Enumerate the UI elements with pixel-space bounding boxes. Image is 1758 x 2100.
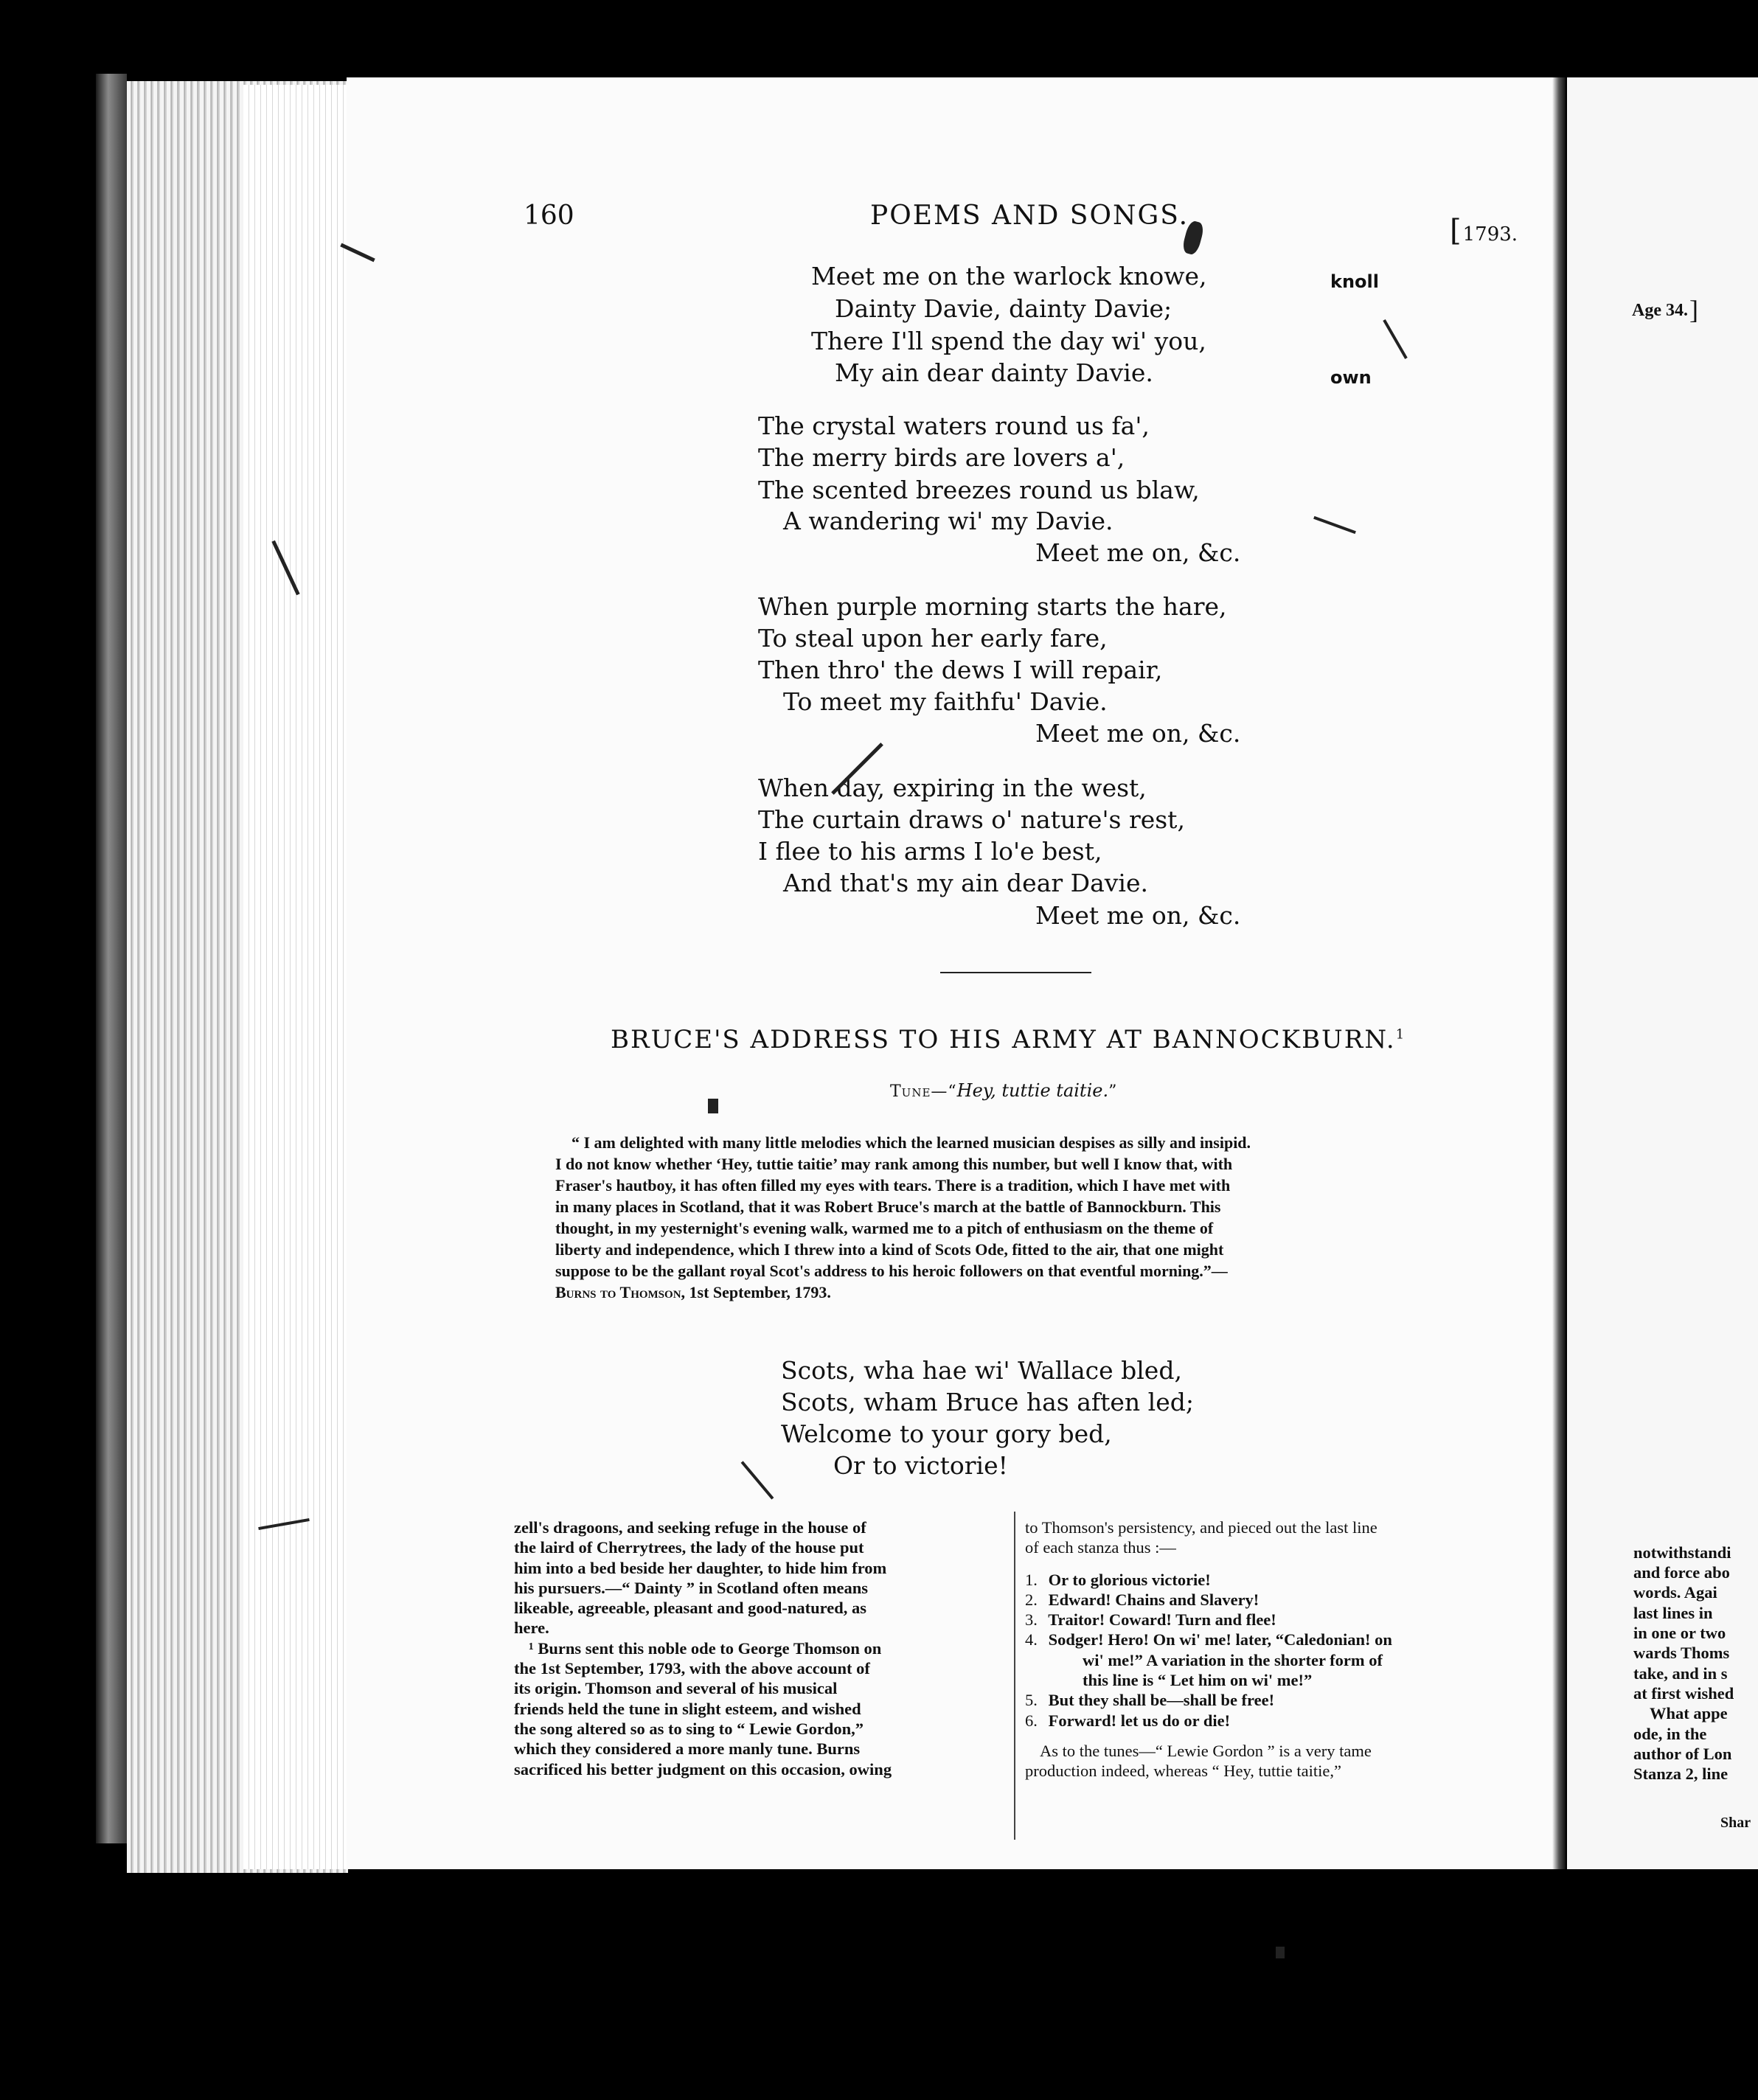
poem-line: Then thro' the dews I will repair, <box>758 656 1163 684</box>
poem-line: When day, expiring in the west, <box>758 773 1147 802</box>
footnote-line: As to the tunes—“ Lewie Gordon ” is a very tame <box>1040 1741 1372 1760</box>
quote-attribution: Burns to Thomson, 1st September, 1793. <box>555 1283 831 1301</box>
footnote-marker: 1 <box>1395 1026 1406 1043</box>
poem-refrain: Meet me on, &c. <box>1035 719 1241 748</box>
right-page-fragment: at first wished <box>1633 1684 1734 1703</box>
page-year: [ 1793. <box>1450 214 1518 248</box>
poem-line: The crystal waters round us fa', <box>758 411 1150 440</box>
verse-line: Welcome to your gory bed, <box>781 1419 1112 1448</box>
footnotes-left-column <box>514 1517 1002 1779</box>
right-page-fragment: wards Thoms <box>1633 1644 1730 1662</box>
verse-line: Or to victorie! <box>833 1451 1008 1480</box>
right-page-fragment: ode, in the <box>1633 1725 1707 1743</box>
poem-line: A wandering wi' my Davie. <box>783 507 1113 535</box>
poem-line: Dainty Davie, dainty Davie; <box>835 294 1172 323</box>
book-gutter <box>1552 77 1566 1869</box>
poem-line: The curtain draws o' nature's rest, <box>758 805 1185 834</box>
song-title: BRUCE'S ADDRESS TO HIS ARMY AT BANNOCKBURN.$^1$ <box>611 1025 1406 1054</box>
page-edges-inner <box>243 85 354 1869</box>
poem-line: My ain dear dainty Davie. <box>835 358 1153 387</box>
footnote-line: the song altered so as to sing to “ Lewie Gordon,” <box>514 1719 864 1738</box>
footnote-line: ¹ Burns sent this noble ode to George Thomson on <box>529 1638 882 1658</box>
list-item: 6. Forward! let us do or die! <box>1025 1711 1231 1730</box>
right-page-fragment: Shar <box>1720 1815 1751 1831</box>
tune-line: Tune—“Hey, tuttie taitie.” <box>890 1080 1117 1101</box>
quote-line: in many places in Scotland, that it was Robert Bruce's march at the battle of Bannockburn. This <box>555 1197 1221 1216</box>
right-page-fragment: What appe <box>1650 1704 1728 1722</box>
quote-line: thought, in my yesternight's evening walk, warmed me to a pitch of enthusiasm on the theme of <box>555 1219 1214 1237</box>
list-item: 1. Or to glorious victorie! <box>1025 1570 1211 1589</box>
right-page-fragment: take, and in s <box>1633 1664 1728 1683</box>
section-divider <box>940 972 1091 973</box>
poem-line: I flee to his arms I lo'e best, <box>758 837 1102 866</box>
footnote-line: friends held the tune in slight esteem, and wished <box>514 1699 861 1718</box>
right-page-age-header: Age 34. ] <box>1632 291 1698 322</box>
quote-line: “ I am delighted with many little melodies which the learned musician despises as silly and insipid. <box>571 1133 1251 1152</box>
footnotes-right-column <box>1025 1517 1506 1781</box>
right-page-fragment: in one or two <box>1633 1624 1726 1642</box>
footnote-line: which they considered a more manly tune. Burns <box>514 1739 861 1759</box>
poem-line: There I'll spend the day wi' you, <box>811 327 1206 355</box>
footnote-line: here. <box>514 1619 549 1638</box>
footnote-line: production indeed, whereas “ Hey, tuttie taitie,” <box>1025 1762 1342 1781</box>
list-item: 5. But they shall be—shall be free! <box>1025 1691 1275 1710</box>
quote-line: suppose to be the gallant royal Scot's address to his heroic followers on that eventful morning.”— <box>555 1262 1228 1280</box>
poem-line: Meet me on the warlock knowe, <box>811 262 1207 291</box>
right-page-fragment: author of Lon <box>1633 1745 1732 1763</box>
right-page-fragment: words. Agai <box>1633 1583 1717 1602</box>
footnote-line: zell's dragoons, and seeking refuge in the house of <box>514 1518 866 1537</box>
quote-line: Fraser's hautboy, it has often filled my eyes with tears. There is a tradition, which I have met with <box>555 1176 1231 1195</box>
quote-line: I do not know whether ‘Hey, tuttie taitie’ may rank among this number, but well I know that, with <box>555 1155 1233 1173</box>
footnote-line: to Thomson's persistency, and pieced out the last line <box>1025 1518 1377 1537</box>
gloss: knoll <box>1330 271 1379 292</box>
ink-speck <box>1276 1947 1285 1958</box>
gloss: own <box>1330 367 1372 388</box>
stanza-variant-list <box>1025 1570 1506 1731</box>
right-page <box>1567 77 1758 1869</box>
poem-line: When purple morning starts the hare, <box>758 592 1227 621</box>
ink-speck <box>708 1099 718 1113</box>
tune-name: Hey, tuttie taitie. <box>956 1080 1109 1101</box>
poem-line: To meet my faithfu' Davie. <box>783 687 1108 716</box>
footnote-line: of each stanza thus :— <box>1025 1538 1176 1557</box>
right-page-fragment: and force abo <box>1633 1563 1730 1582</box>
footnote-line: sacrificed his better judgment on this occasion, owing <box>514 1759 892 1779</box>
column-divider <box>1014 1512 1015 1840</box>
footnote-line: the laird of Cherrytrees, the lady of the house put <box>514 1538 864 1557</box>
book-spine <box>96 74 127 1843</box>
poem-line: And that's my ain dear Davie. <box>783 869 1148 897</box>
poem-line: The scented breezes round us blaw, <box>758 476 1200 504</box>
footnote-line: likeable, agreeable, pleasant and good-natured, as <box>514 1599 866 1618</box>
right-page-fragment: Stanza 2, line <box>1633 1765 1729 1783</box>
quote-line: liberty and independence, which I threw into a kind of Scots Ode, fitted to the air, that one might <box>555 1240 1224 1259</box>
running-title: POEMS AND SONGS. <box>870 201 1189 231</box>
poem-line: The merry birds are lovers a', <box>758 443 1125 472</box>
footnote-line: its origin. Thomson and several of his musical <box>514 1679 838 1698</box>
verse-line: Scots, wha hae wi' Wallace bled, <box>781 1356 1182 1385</box>
footnote-line: him into a bed beside her daughter, to hide him from <box>514 1558 887 1577</box>
page-number: 160 <box>524 201 574 231</box>
right-page-fragment: last lines in <box>1633 1604 1713 1622</box>
verse-line: Scots, wham Bruce has aften led; <box>781 1388 1194 1416</box>
list-item: 4. Sodger! Hero! On wi' me! later, “Caledonian! on wi' me!” A variation in the shorter form of this line is “ Let him on wi' me!” <box>1025 1630 1392 1690</box>
poem-refrain: Meet me on, &c. <box>1035 538 1241 567</box>
list-item: 3. Traitor! Coward! Turn and flee! <box>1025 1610 1276 1630</box>
footnote-line: the 1st September, 1793, with the above account of <box>514 1659 870 1678</box>
right-page-fragment: notwithstandi <box>1633 1543 1731 1562</box>
intro-quote <box>555 1132 1475 1303</box>
footnote-line: his pursuers.—“ Dainty ” in Scotland often means <box>514 1578 869 1597</box>
poem-line: To steal upon her early fare, <box>758 624 1108 653</box>
list-item: 2. Edward! Chains and Slavery! <box>1025 1590 1260 1609</box>
poem-refrain: Meet me on, &c. <box>1035 901 1241 930</box>
